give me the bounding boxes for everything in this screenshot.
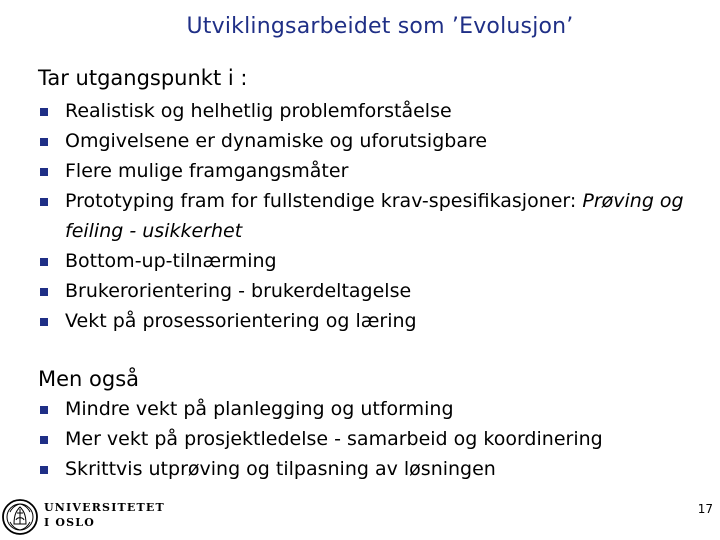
square-bullet-icon bbox=[40, 258, 48, 266]
secondary-bullet-list bbox=[38, 394, 698, 484]
square-bullet-icon bbox=[40, 466, 48, 474]
square-bullet-icon bbox=[40, 436, 48, 444]
list-item-text: Omgivelsene er dynamiske og uforutsigbare bbox=[65, 130, 488, 152]
university-logo bbox=[0, 494, 164, 540]
university-seal-icon bbox=[0, 494, 40, 540]
list-item-text: Brukerorientering - brukerdeltagelse bbox=[65, 280, 412, 302]
list-item bbox=[38, 246, 698, 276]
list-item-text: Flere mulige framgangsmåter bbox=[65, 160, 349, 182]
square-bullet-icon bbox=[40, 138, 48, 146]
square-bullet-icon bbox=[40, 168, 48, 176]
university-logo-line2: I OSLO bbox=[44, 516, 96, 529]
list-item-text: Vekt på prosessorientering og læring bbox=[65, 310, 417, 332]
university-logo-text bbox=[44, 500, 165, 530]
list-item-text bbox=[65, 190, 684, 242]
list-item-text: Bottom-up-tilnærming bbox=[65, 250, 277, 272]
list-item bbox=[38, 186, 698, 246]
square-bullet-icon bbox=[40, 288, 48, 296]
list-item bbox=[38, 96, 698, 126]
list-item bbox=[38, 126, 698, 156]
square-bullet-icon bbox=[40, 318, 48, 326]
list-item bbox=[38, 156, 698, 186]
slide-title: Utviklingsarbeidet som ’Evolusjon’ bbox=[186, 14, 574, 39]
list-item bbox=[38, 306, 698, 336]
section2-label: Men også bbox=[38, 367, 140, 391]
intro-text: Tar utgangspunkt i : bbox=[38, 66, 248, 90]
university-logo-line1: UNIVERSITETET bbox=[44, 501, 165, 514]
page-number: 17 bbox=[697, 502, 713, 516]
list-item-text: Realistisk og helhetlig problemforståelse bbox=[65, 100, 452, 122]
list-item-text: Mindre vekt på planlegging og utforming bbox=[65, 398, 454, 420]
list-item-text: Mer vekt på prosjektledelse - samarbeid og koordinering bbox=[65, 428, 603, 450]
list-item bbox=[38, 454, 698, 484]
square-bullet-icon bbox=[40, 108, 48, 116]
list-item bbox=[38, 394, 698, 424]
list-item-text-main: Prototyping fram for fullstendige krav-spesifikasjoner: bbox=[65, 190, 583, 212]
list-item-text: Skrittvis utprøving og tilpasning av løsningen bbox=[65, 458, 496, 480]
square-bullet-icon bbox=[40, 198, 48, 206]
list-item bbox=[38, 276, 698, 306]
list-item-text-italic: Prøving og feiling - usikkerhet bbox=[65, 190, 684, 242]
primary-bullet-list bbox=[38, 96, 698, 336]
list-item bbox=[38, 424, 698, 454]
square-bullet-icon bbox=[40, 406, 48, 414]
